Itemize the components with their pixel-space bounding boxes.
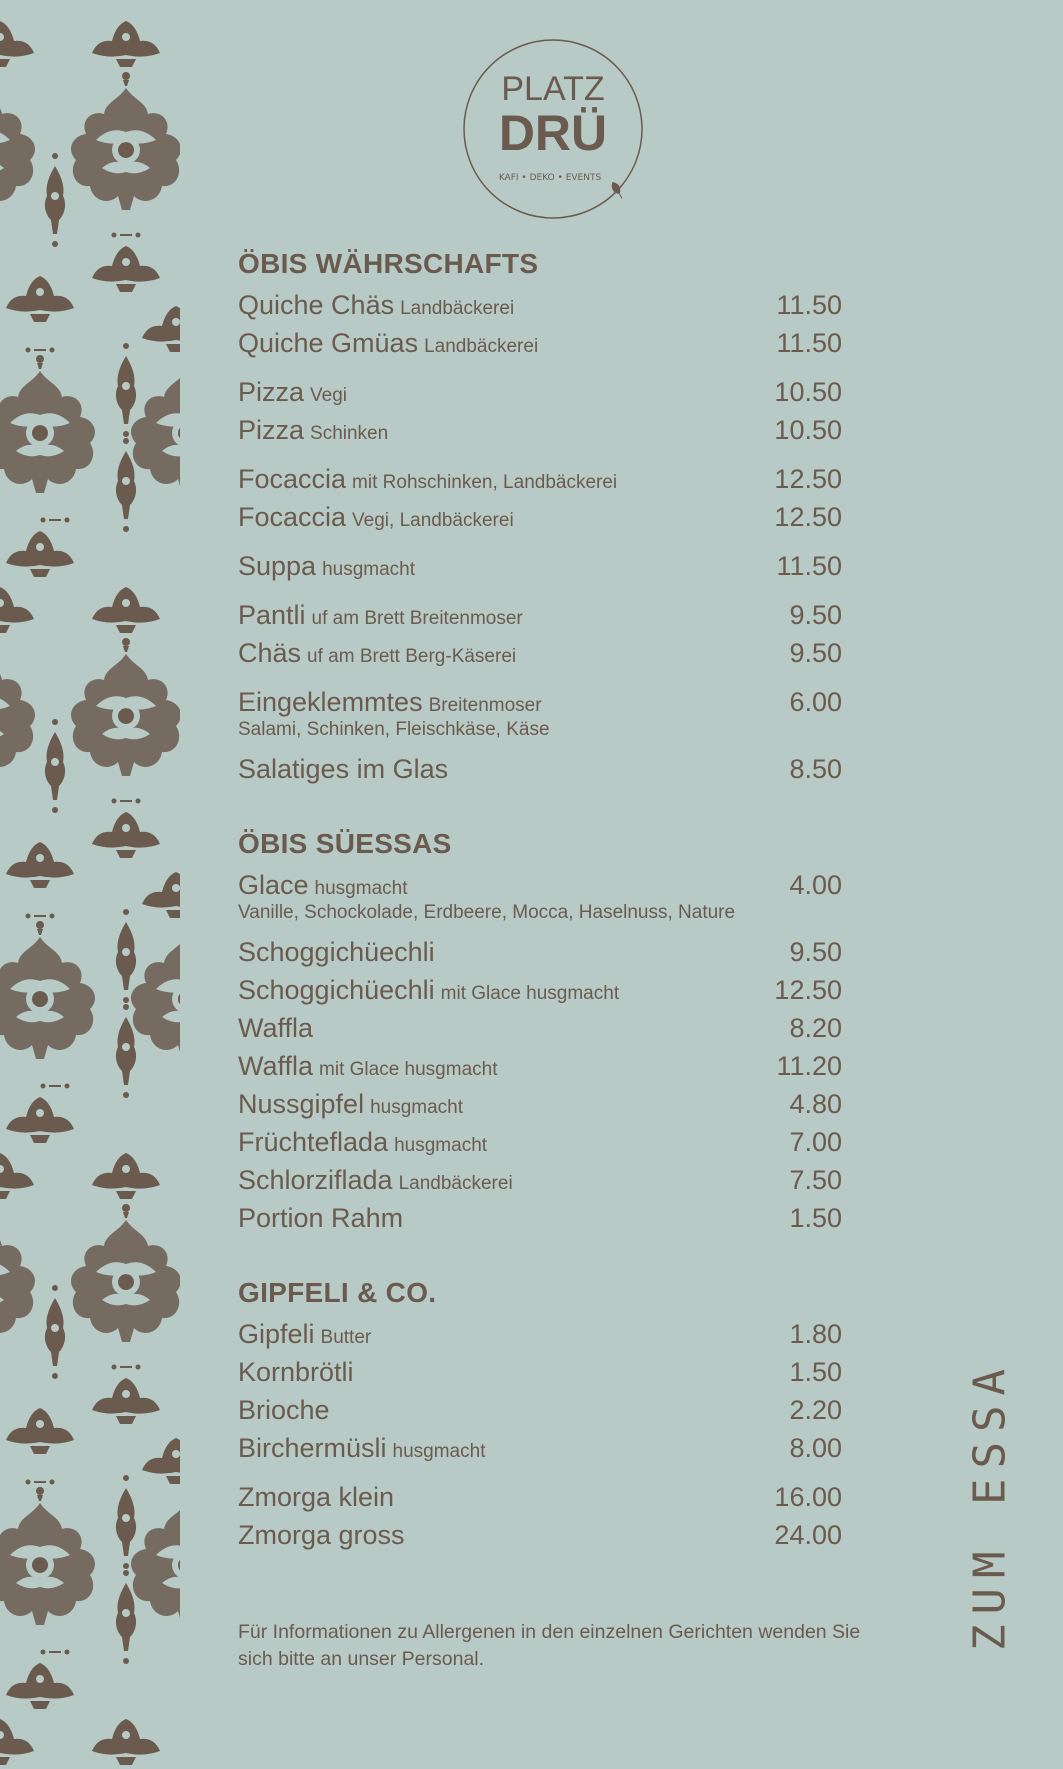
item-description: Schinken <box>310 423 389 444</box>
menu-item <box>238 1516 842 1554</box>
item-name: Brioche <box>238 1395 330 1425</box>
item-price: 4.00 <box>789 870 842 900</box>
menu-item <box>238 460 842 498</box>
menu-item <box>238 933 842 971</box>
item-subline: Vanille, Schockolade, Erdbeere, Mocca, Haselnuss, Nature <box>238 902 736 923</box>
item-price: 1.80 <box>789 1319 842 1349</box>
item-price: 10.50 <box>774 415 842 445</box>
menu-item <box>238 1429 842 1467</box>
item-description: Vegi, Landbäckerei <box>352 510 514 531</box>
item-price: 11.20 <box>776 1051 842 1081</box>
menu-section <box>238 1275 842 1554</box>
item-name: Pizza <box>238 415 305 445</box>
item-description: mit Glace husgmacht <box>440 983 620 1004</box>
item-description: husgmacht <box>394 1135 488 1156</box>
item-price: 11.50 <box>776 551 842 581</box>
item-price: 12.50 <box>774 975 842 1005</box>
menu-item <box>238 750 842 788</box>
logo-tagline: KAFI • DEKO • EVENTS <box>498 173 602 183</box>
item-name: Quiche Gmüas <box>238 328 419 358</box>
item-name: Focaccia <box>238 502 347 532</box>
item-description: Landbäckerei <box>398 1173 513 1194</box>
menu-item <box>238 498 842 536</box>
logo-line1: PLATZ <box>501 70 605 108</box>
item-name: Nussgipfel <box>238 1089 365 1119</box>
item-price: 7.00 <box>789 1127 842 1157</box>
item-description: Landbäckerei <box>400 298 515 319</box>
item-name: Portion Rahm <box>238 1203 404 1233</box>
item-description: Vegi <box>310 385 348 406</box>
item-description: mit Rohschinken, Landbäckerei <box>352 472 618 493</box>
item-price: 9.50 <box>789 937 842 967</box>
item-price: 9.50 <box>789 638 842 668</box>
item-name: Waffla <box>238 1051 314 1081</box>
menu-item <box>238 411 842 449</box>
item-name: Quiche Chäs <box>238 290 395 320</box>
item-description: Breitenmoser <box>428 695 542 716</box>
menu-section <box>238 246 842 788</box>
item-name: Zmorga klein <box>238 1482 395 1512</box>
item-name: Früchteflada <box>238 1127 389 1157</box>
item-price: 12.50 <box>774 464 842 494</box>
item-price: 4.80 <box>789 1089 842 1119</box>
item-description: Landbäckerei <box>424 336 539 357</box>
item-price: 24.00 <box>774 1520 842 1550</box>
item-subline: Salami, Schinken, Fleischkäse, Käse <box>238 719 550 740</box>
item-description: uf am Brett Berg-Käserei <box>307 646 517 667</box>
item-name: Suppa <box>238 551 317 581</box>
item-price: 16.00 <box>774 1482 842 1512</box>
menu-item <box>238 596 842 634</box>
item-name: Focaccia <box>238 464 347 494</box>
item-name: Pantli <box>238 600 306 630</box>
item-description: husgmacht <box>322 559 416 580</box>
item-name: Zmorga gross <box>238 1520 405 1550</box>
menu-item <box>238 373 842 411</box>
item-price: 7.50 <box>789 1165 842 1195</box>
menu-item <box>238 286 842 324</box>
item-name: Eingeklemmtes <box>238 687 423 717</box>
menu-item <box>238 971 842 1009</box>
menu-item <box>238 1009 842 1047</box>
side-title-text: ZUM ESSA <box>964 1359 1016 1651</box>
menu-item <box>238 1123 842 1161</box>
item-price: 11.50 <box>776 328 842 358</box>
item-price: 8.50 <box>789 754 842 784</box>
item-price: 8.20 <box>789 1013 842 1043</box>
menu-item <box>238 1161 842 1199</box>
item-description: mit Glace husgmacht <box>319 1059 498 1080</box>
item-price: 6.00 <box>789 687 842 717</box>
item-name: Chäs <box>238 638 302 668</box>
menu-item <box>238 683 842 721</box>
item-description: uf am Brett Breitenmoser <box>311 608 523 629</box>
section-title: ÖBIS SÜESSAS <box>238 828 452 859</box>
menu-item <box>238 1199 842 1237</box>
item-name: Kornbrötli <box>238 1357 354 1387</box>
item-price: 10.50 <box>774 377 842 407</box>
logo-line2: DRÜ <box>498 105 608 161</box>
item-price: 9.50 <box>789 600 842 630</box>
menu-item <box>238 1478 842 1516</box>
section-title: GIPFELI & CO. <box>238 1277 437 1308</box>
item-price: 12.50 <box>774 502 842 532</box>
item-price: 2.20 <box>789 1395 842 1425</box>
item-name: Gipfeli <box>238 1319 315 1349</box>
menu-item <box>238 1047 842 1085</box>
item-price: 11.50 <box>776 290 842 320</box>
item-name: Salatiges im Glas <box>238 754 449 784</box>
item-name: Schoggichüechli <box>238 937 435 967</box>
menu-item <box>238 1353 842 1391</box>
item-price: 8.00 <box>789 1433 842 1463</box>
allergen-note: Für Informationen zu Allergenen in den einzelnen Gerichten wenden Sie sich bitte an unser Personal. <box>238 1621 861 1670</box>
item-price: 1.50 <box>789 1203 842 1233</box>
menu-section <box>238 826 842 1237</box>
menu-item <box>238 324 842 362</box>
item-name: Waffla <box>238 1013 314 1043</box>
logo <box>462 38 644 220</box>
menu-item <box>238 634 842 672</box>
item-description: husgmacht <box>370 1097 464 1118</box>
item-name: Schlorziflada <box>238 1165 393 1195</box>
item-name: Schoggichüechli <box>238 975 435 1005</box>
item-description: Butter <box>320 1327 372 1348</box>
menu <box>238 246 842 1592</box>
section-title: ÖBIS WÄHRSCHAFTS <box>238 248 539 279</box>
damask-ornament-strip <box>0 0 180 1769</box>
item-name: Glace <box>238 870 309 900</box>
item-price: 1.50 <box>789 1357 842 1387</box>
item-name: Birchermüsli <box>238 1433 387 1463</box>
item-description: husgmacht <box>314 878 408 899</box>
item-description: husgmacht <box>392 1441 486 1462</box>
item-name: Pizza <box>238 377 305 407</box>
menu-item <box>238 1085 842 1123</box>
menu-item <box>238 866 842 904</box>
side-title <box>960 1355 1020 1655</box>
menu-item <box>238 547 842 585</box>
menu-item <box>238 1315 842 1353</box>
menu-item <box>238 1391 842 1429</box>
